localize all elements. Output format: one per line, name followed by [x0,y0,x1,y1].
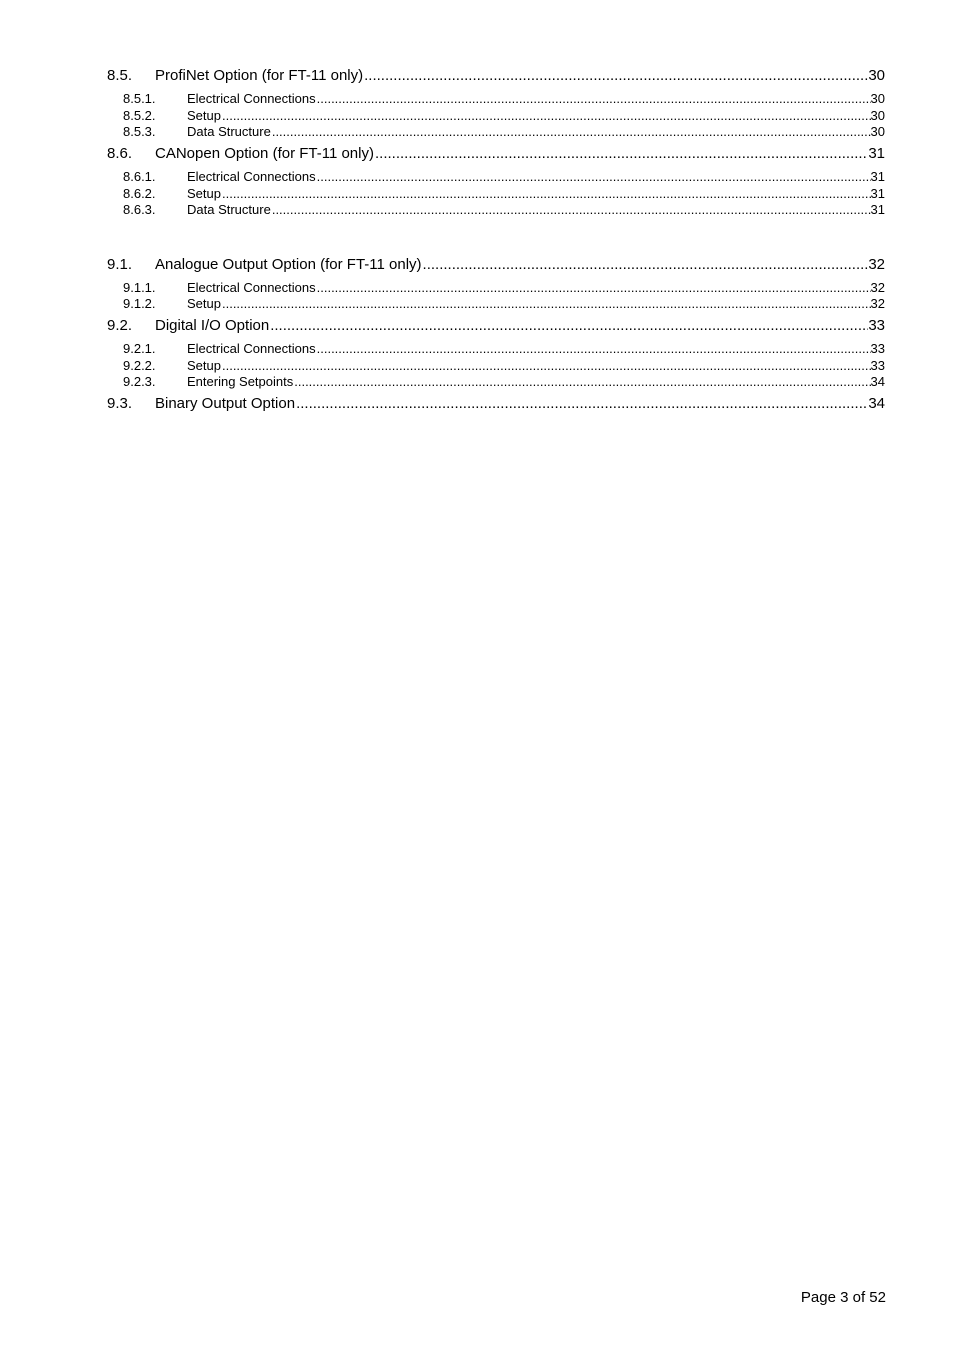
toc-title[interactable]: Setup [187,186,221,201]
toc-title[interactable]: Entering Setpoints [187,374,294,389]
toc-dot-leader [222,296,871,311]
toc-page-number[interactable]: 30 [870,91,885,106]
toc-page-number[interactable]: 31 [868,145,885,162]
toc-page-number[interactable]: 31 [870,169,885,184]
toc-title[interactable]: Setup [187,108,221,123]
toc-title[interactable]: Digital I/O Option [155,317,270,334]
toc-number: 9.1.1. [123,280,156,295]
toc-number: 8.5.3. [123,124,156,139]
toc-title[interactable]: Data Structure [187,124,271,139]
toc-number: 8.6. [107,145,133,162]
toc-title[interactable]: Analogue Output Option (for FT-11 only) [155,256,422,273]
toc-number: 9.1. [107,256,133,273]
toc-dot-leader [317,280,871,295]
toc-title[interactable]: CANopen Option (for FT-11 only) [155,145,374,162]
toc-title[interactable]: Electrical Connections [187,341,316,356]
toc-page-number[interactable]: 30 [868,67,885,84]
toc-number: 8.5.1. [123,91,156,106]
toc-title[interactable]: Data Structure [187,202,271,217]
toc-number: 9.2.1. [123,341,156,356]
toc-number: 9.2.2. [123,358,156,373]
toc-page-number[interactable]: 33 [868,317,885,334]
toc-page-number[interactable]: 33 [870,341,885,356]
toc-dot-leader [364,67,868,84]
toc-dot-leader [317,169,871,184]
toc-page-number[interactable]: 30 [870,108,885,123]
toc-dot-leader [272,202,871,217]
toc-dot-leader [272,124,871,139]
toc-page-number[interactable]: 32 [870,296,885,311]
toc-dot-leader [423,256,869,273]
toc-dot-leader [270,317,868,334]
toc-title[interactable]: ProfiNet Option (for FT-11 only) [155,67,364,84]
toc-dot-leader [222,358,871,373]
toc-page-number[interactable]: 32 [868,256,885,273]
toc-number: 9.2. [107,317,133,334]
page-footer-label: Page 3 of 52 [800,1289,886,1306]
toc-page-number[interactable]: 30 [870,124,885,139]
toc-title[interactable]: Setup [187,296,221,311]
toc-title[interactable]: Binary Output Option [155,395,296,412]
toc-number: 8.6.2. [123,186,156,201]
toc-title[interactable]: Electrical Connections [187,280,316,295]
toc-page-number[interactable]: 31 [870,202,885,217]
toc-number: 9.1.2. [123,296,156,311]
toc-dot-leader [317,341,871,356]
toc-dot-leader [222,108,871,123]
toc-number: 8.6.1. [123,169,156,184]
toc-number: 9.3. [107,395,133,412]
toc-number: 9.2.3. [123,374,156,389]
toc-dot-leader [294,374,870,389]
toc-page-number[interactable]: 31 [870,186,885,201]
toc-dot-leader [375,145,868,162]
toc-title[interactable]: Electrical Connections [187,169,316,184]
toc-dot-leader [222,186,871,201]
toc-title[interactable]: Electrical Connections [187,91,316,106]
toc-dot-leader [296,395,868,412]
toc-page-number[interactable]: 33 [870,358,885,373]
toc-page-number[interactable]: 32 [870,280,885,295]
toc-page-number[interactable]: 34 [870,374,885,389]
toc-dot-leader [317,91,871,106]
toc-number: 8.5. [107,67,133,84]
toc-page-number[interactable]: 34 [868,395,885,412]
toc-number: 8.6.3. [123,202,156,217]
toc-title[interactable]: Setup [187,358,221,373]
toc-number: 8.5.2. [123,108,156,123]
